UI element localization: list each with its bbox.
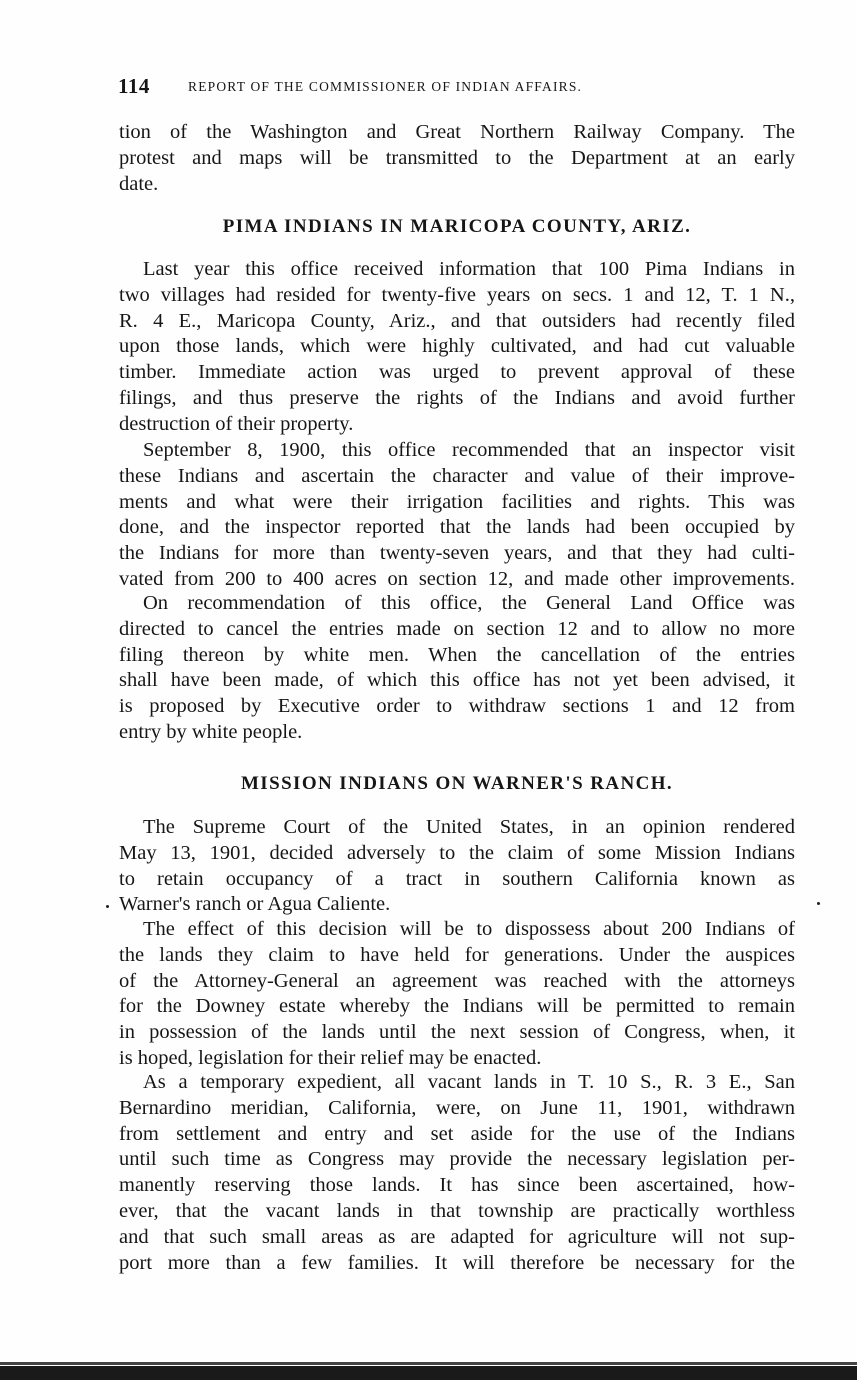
text-line: The effect of this decision will be to dispossess about 200 Indians of [143, 918, 795, 940]
text-line: is hoped, legislation for their relief may be enacted. [119, 1046, 542, 1069]
page-number: 114 [118, 74, 150, 98]
pima-paragraph-2 [119, 438, 795, 593]
mission-paragraph-1 [119, 815, 795, 918]
text-line: to retain occupancy of a tract in southern California known as [119, 867, 795, 890]
pima-paragraph-1 [119, 257, 795, 438]
scan-edge-line [0, 1362, 857, 1365]
text-line: ever, that the vacant lands in that township are practically worthless [119, 1199, 795, 1222]
running-title: REPORT OF THE COMMISSIONER OF INDIAN AFFAIRS. [188, 79, 583, 94]
text-line: vated from 200 to 400 acres on section 12, and made other improvements. [119, 567, 795, 590]
text-line: of the Attorney-General an agreement was reached with the attorneys [119, 969, 795, 992]
section-heading-mission: MISSION INDIANS ON WARNER'S RANCH. [240, 773, 674, 794]
text-line: R. 4 E., Maricopa County, Ariz., and that outsiders had recently filed [119, 309, 795, 332]
text-line: these Indians and ascertain the character and value of their improve- [119, 464, 795, 487]
text-line: Bernardino meridian, California, were, on June 11, 1901, withdrawn [119, 1096, 795, 1119]
scan-edge-bar [0, 1366, 857, 1380]
text-line: filing thereon by white men. When the cancellation of the entries [119, 643, 795, 666]
text-line: Warner's ranch or Agua Caliente. [119, 893, 391, 916]
text-line: tion of the Washington and Great Northern Railway Company. The [119, 121, 795, 143]
text-line: As a temporary expedient, all vacant lands in T. 10 S., R. 3 E., San [143, 1071, 795, 1093]
text-line: upon those lands, which were highly cultivated, and had cut valuable [119, 335, 795, 358]
text-line: destruction of their property. [119, 412, 354, 435]
text-line: port more than a few families. It will therefore be necessary for the [119, 1251, 795, 1274]
text-line: shall have been made, of which this office has not yet been advised, it [119, 669, 795, 692]
text-line: manently reserving those lands. It has since been ascertained, how- [119, 1174, 795, 1197]
text-line: is proposed by Executive order to withdraw sections 1 and 12 from [119, 695, 795, 718]
scan-speck [817, 902, 820, 905]
text-line: done, and the inspector reported that the lands had been occupied by [119, 516, 795, 539]
running-header [118, 74, 794, 104]
pima-paragraph-3 [119, 591, 795, 746]
section-heading-pima: PIMA INDIANS IN MARICOPA COUNTY, ARIZ. [222, 216, 692, 237]
text-line: Last year this office received information that 100 Pima Indians in [143, 258, 795, 280]
text-line: September 8, 1900, this office recommended that an inspector visit [143, 439, 795, 461]
scan-speck [106, 905, 109, 908]
text-line: entry by white people. [119, 720, 303, 743]
mission-paragraph-3 [119, 1070, 795, 1276]
text-line: On recommendation of this office, the General Land Office was [143, 592, 795, 614]
text-line: May 13, 1901, decided adversely to the claim of some Mission Indians [119, 841, 795, 864]
text-line: ments and what were their irrigation facilities and rights. This was [119, 490, 795, 513]
text-line: directed to cancel the entries made on section 12 and to allow no more [119, 617, 795, 640]
text-line: The Supreme Court of the United States, in an opinion rendered [143, 816, 795, 838]
text-line: protest and maps will be transmitted to the Department at an early [119, 146, 795, 169]
text-line: timber. Immediate action was urged to prevent approval of these [119, 361, 795, 384]
text-line: filings, and thus preserve the rights of the Indians and avoid further [119, 386, 795, 409]
text-line: from settlement and entry and set aside for the use of the Indians [119, 1122, 795, 1145]
text-line: the lands they claim to have held for generations. Under the auspices [119, 943, 795, 966]
text-line: the Indians for more than twenty-seven years, and that they had culti- [119, 542, 795, 565]
text-line: for the Downey estate whereby the Indians will be permitted to remain [119, 995, 795, 1018]
mission-paragraph-2 [119, 917, 795, 1072]
text-line: in possession of the lands until the next session of Congress, when, it [119, 1021, 795, 1044]
text-line: date. [119, 172, 159, 195]
text-line: and that such small areas as are adapted for agriculture will not sup- [119, 1225, 795, 1248]
intro-paragraph [119, 120, 795, 197]
text-line: two villages had resided for twenty-five years on secs. 1 and 12, T. 1 N., [119, 283, 795, 306]
text-line: until such time as Congress may provide the necessary legislation per- [119, 1148, 795, 1171]
